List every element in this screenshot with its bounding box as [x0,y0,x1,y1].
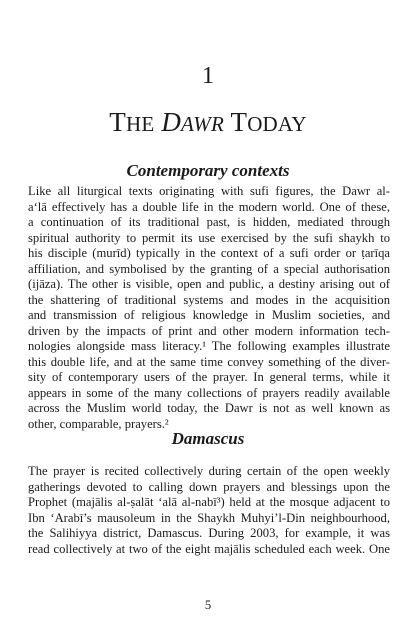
text-line: gatherings devoted to calling down prayers and blessings upon the [28,479,390,494]
text-line: this double life, and at the same time convey something of the diver- [28,354,390,369]
paragraph-damascus [28,464,390,557]
text-line: the shattering of traditional systems and modes in the acquisition [28,292,390,307]
page-number: 5 [204,598,212,612]
text-line: and transmission of religious knowledge in Muslim societies, and [28,308,390,322]
chapter-title [0,106,416,140]
text-line: across the Muslim world today, the Dawr is not as well known as [28,401,390,415]
text-line: spiritual authority to permit its use exercised by the sufi shaykh to [28,230,390,245]
text-line: affiliation, and symbolised by the granting of a special authorisation [28,261,390,276]
text-line: nologies alongside mass literacy.¹ The following examples illustrate [28,339,390,353]
title-dawr-sc: AWR [181,112,225,136]
title-today-sc: ODAY [247,112,307,136]
text-line: read collectively at two of the eight majālis scheduled each week. One [28,541,390,556]
section-heading-contemporary-contexts: Contemporary contexts [126,161,290,180]
text-line: driven by the impacts of print and other modern information tech- [28,323,390,338]
text-line: a‘lā effectively has a double life in the modern world. One of these, [28,199,390,214]
text-line: The prayer is recited collectively during certain of the open weekly [28,464,390,478]
text-line: his disciple (murīd) typically in the context of a sufi order or ṭarīqa [28,246,390,260]
text-line: (ijāza). The other is visible, open and public, a destiny arising out of [28,277,390,291]
text-line: other, comparable, prayers.² [28,416,169,431]
text-line: Prophet (majālis al-ṣalāt ‘alā al-nabī³) held at the mosque adjacent to [28,495,390,509]
text-line: Like all liturgical texts originating with sufi figures, the Dawr al- [28,184,390,198]
title-dawr-cap: D [161,107,182,137]
chapter-number: 1 [202,63,214,89]
text-line: appears in some of the many collections of prayers readily available [28,385,390,400]
section-heading-damascus: Damascus [171,429,245,448]
text-line: a continuation of its traditional past, is hidden, mediated through [28,215,390,229]
title-today-cap: T [230,107,248,137]
text-line: Ibn ‘Arabī’s mausoleum in the Shaykh Muhyi’l-Din neighbourhood, [28,510,390,525]
title-the-sc: HE [125,112,155,136]
paragraph-contemporary-contexts [28,184,390,432]
text-line: sity of contemporary users of the prayer. In general terms, while it [28,370,390,384]
text-line: the Salihiyya district, Damascus. During 2003, for example, it was [28,526,390,540]
title-the-cap: T [109,107,126,137]
